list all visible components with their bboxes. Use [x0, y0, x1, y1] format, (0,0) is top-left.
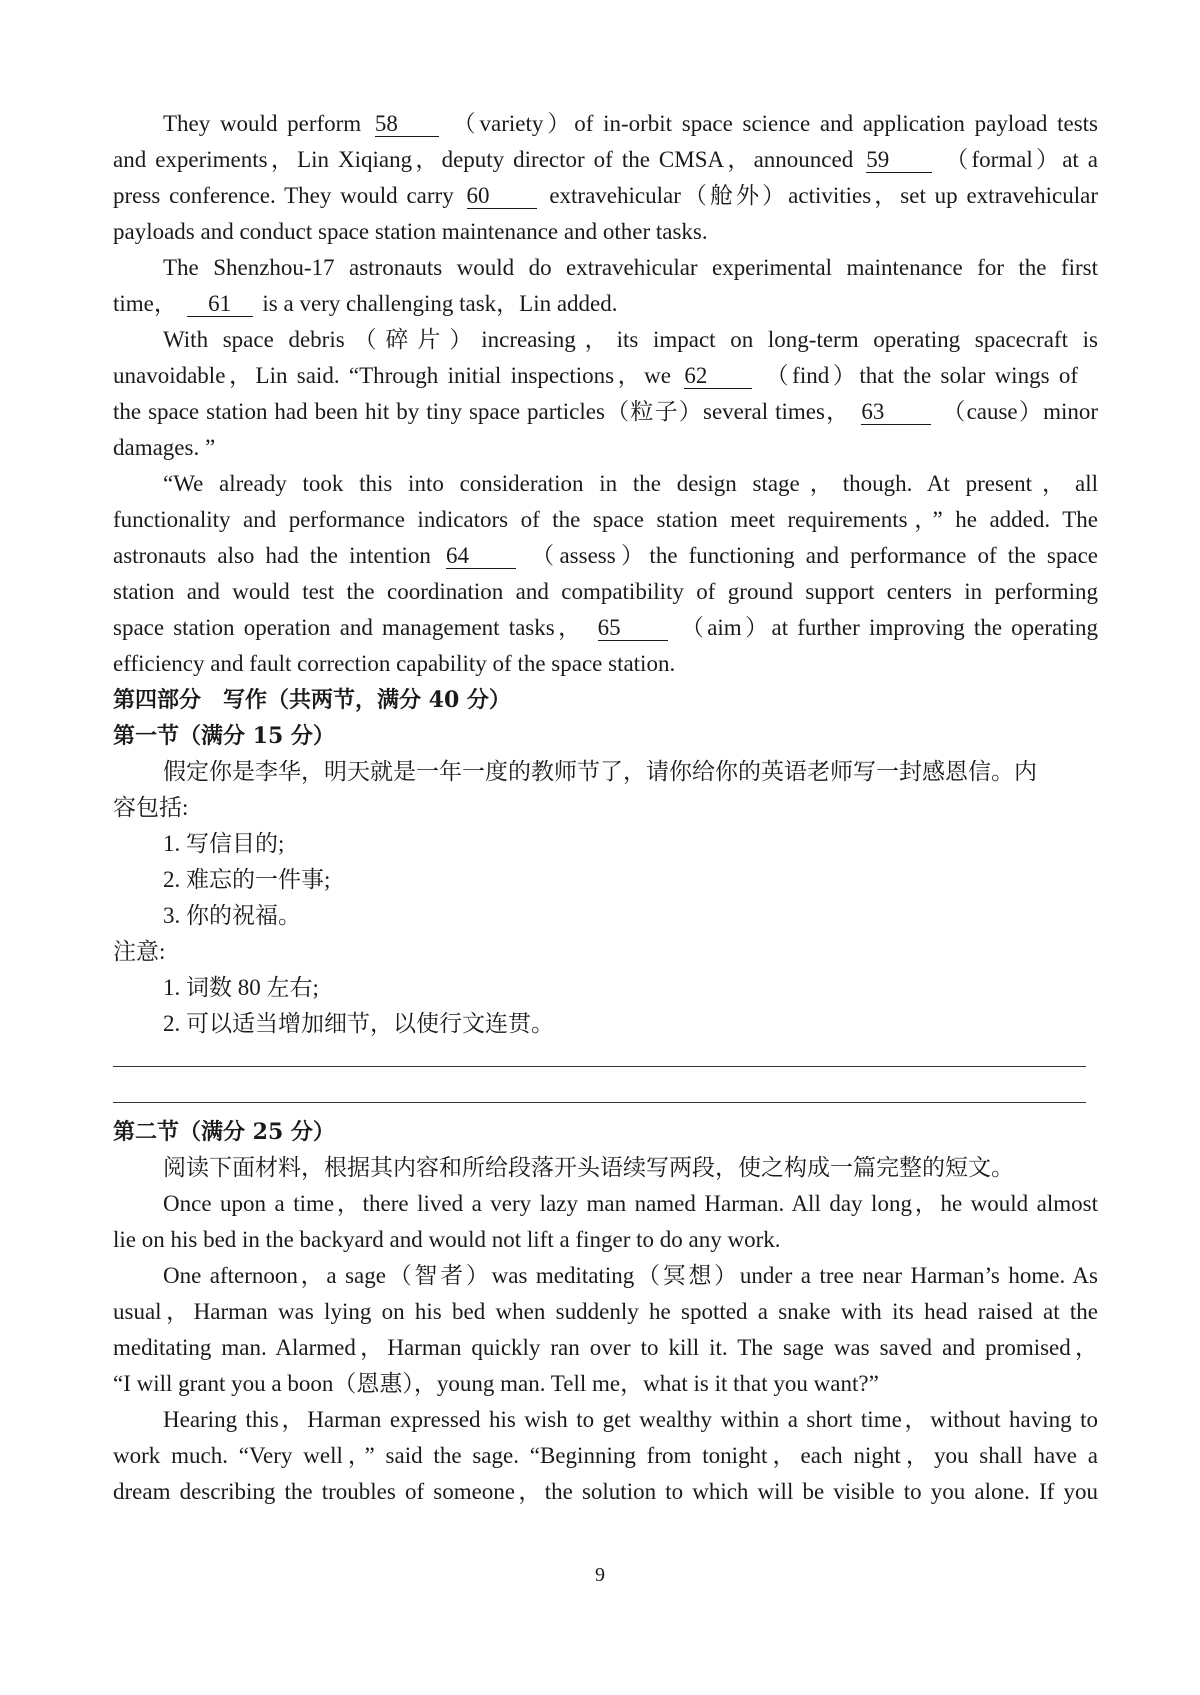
- story-line: meditating man. Alarmed，Harman quickly ran over to kill it. The sage was saved and promised，: [113, 1335, 1098, 1360]
- story-line: usual，Harman was lying on his bed when suddenly he spotted a snake with its head raised at the: [113, 1299, 1098, 1324]
- text: space station operation and management tasks，: [113, 615, 585, 640]
- passage-line: [163, 108, 1098, 140]
- passage-line: efficiency and fault correction capability of the space station.: [113, 651, 676, 676]
- passage-line: [113, 288, 1098, 320]
- writing-prompt: 容包括:: [113, 795, 189, 820]
- note-item: 1. 词数 80 左右;: [163, 975, 319, 1000]
- passage-line: “We already took this into consideration in the design stage，though. At present，all: [163, 471, 1098, 496]
- text: （assess）the functioning and performance of the space: [531, 543, 1099, 568]
- story-line: Hearing this，Harman expressed his wish to get wealthy within a short time，without having to: [163, 1407, 1098, 1432]
- text: is a very challenging task，Lin added.: [262, 291, 618, 316]
- passage-line: station and would test the coordination and compatibility of ground support centers in performing: [113, 579, 1098, 604]
- text: the space station had been hit by tiny space particles（粒子）several times，: [113, 399, 851, 424]
- blank-61: 61: [187, 292, 253, 317]
- passage-line: damages. ”: [113, 435, 216, 460]
- writing-prompt: 假定你是李华，明天就是一年一度的教师节了，请你给你的英语老师写一封感恩信。内: [163, 759, 1037, 784]
- story-line: dream describing the troubles of someone，the solution to which will be visible to you alone. If you: [113, 1479, 1098, 1504]
- text: （aim）at further improving the operating: [680, 615, 1099, 640]
- part2-heading: 第二节（满分 25 分）: [113, 1119, 335, 1145]
- passage-line: functionality and performance indicators of the space station meet requirements，” he added. The: [113, 507, 1098, 532]
- passage-line: [113, 360, 1078, 392]
- text: press conference. They would carry: [113, 183, 454, 208]
- blank-64: 64: [446, 544, 516, 569]
- passage-line: payloads and conduct space station maintenance and other tasks.: [113, 219, 708, 244]
- blank-59: 59: [866, 148, 932, 173]
- note-item: 2. 可以适当增加细节，以使行文连贯。: [163, 1011, 554, 1036]
- story-line: lie on his bed in the backyard and would not lift a finger to do any work.: [113, 1227, 781, 1252]
- story-line: Once upon a time，there lived a very lazy man named Harman. All day long，he would almost: [163, 1191, 1098, 1216]
- passage-line: [113, 180, 1098, 212]
- text: They would perform: [163, 111, 362, 136]
- page-number: 9: [595, 1564, 605, 1586]
- section-heading: 第四部分 写作（共两节，满分 40 分）: [113, 687, 511, 713]
- passage-line: [113, 396, 1098, 428]
- story-line: One afternoon，a sage（智者）was meditating（冥想）under a tree near Harman’s home. As: [163, 1263, 1098, 1288]
- part2-instruction: 阅读下面材料，根据其内容和所给段落开头语续写两段，使之构成一篇完整的短文。: [163, 1155, 1014, 1180]
- part1-heading: 第一节（满分 15 分）: [113, 723, 335, 749]
- answer-line: [113, 1102, 1086, 1103]
- passage-line: The Shenzhou-17 astronauts would do extravehicular experimental maintenance for the first: [163, 255, 1098, 280]
- blank-63: 63: [861, 400, 931, 425]
- prompt-item: 2. 难忘的一件事;: [163, 867, 331, 892]
- passage-line: [113, 612, 1098, 644]
- passage-line: [113, 144, 1098, 176]
- answer-line: [113, 1066, 1086, 1067]
- text: unavoidable，Lin said. “Through initial inspections，we: [113, 363, 671, 388]
- text: time，: [113, 291, 177, 316]
- blank-62: 62: [684, 364, 752, 389]
- text: astronauts also had the intention: [113, 543, 431, 568]
- story-line: work much. “Very well，” said the sage. “Beginning from tonight，each night，you shall have a: [113, 1443, 1098, 1468]
- blank-65: 65: [598, 616, 668, 641]
- text: （formal）at a: [945, 147, 1099, 172]
- text: （cause）minor: [942, 399, 1099, 424]
- text: extravehicular（舱外）activities，set up extravehicular: [549, 183, 1099, 208]
- text: and experiments，Lin Xiqiang，deputy director of the CMSA，announced: [113, 147, 854, 172]
- story-line: “I will grant you a boon（恩惠），young man. Tell me，what is it that you want?”: [113, 1371, 879, 1396]
- blank-60: 60: [467, 184, 537, 209]
- prompt-item: 1. 写信目的;: [163, 831, 285, 856]
- text: （variety）of in-orbit space science and application payload tests: [452, 111, 1098, 136]
- text: （find）that the solar wings of: [765, 363, 1078, 388]
- prompt-item: 3. 你的祝福。: [163, 903, 301, 928]
- passage-line: With space debris（碎片）increasing，its impact on long-term operating spacecraft is: [163, 327, 1098, 352]
- note-label: 注意:: [113, 939, 166, 964]
- blank-58: 58: [375, 112, 439, 137]
- passage-line: [113, 540, 1098, 572]
